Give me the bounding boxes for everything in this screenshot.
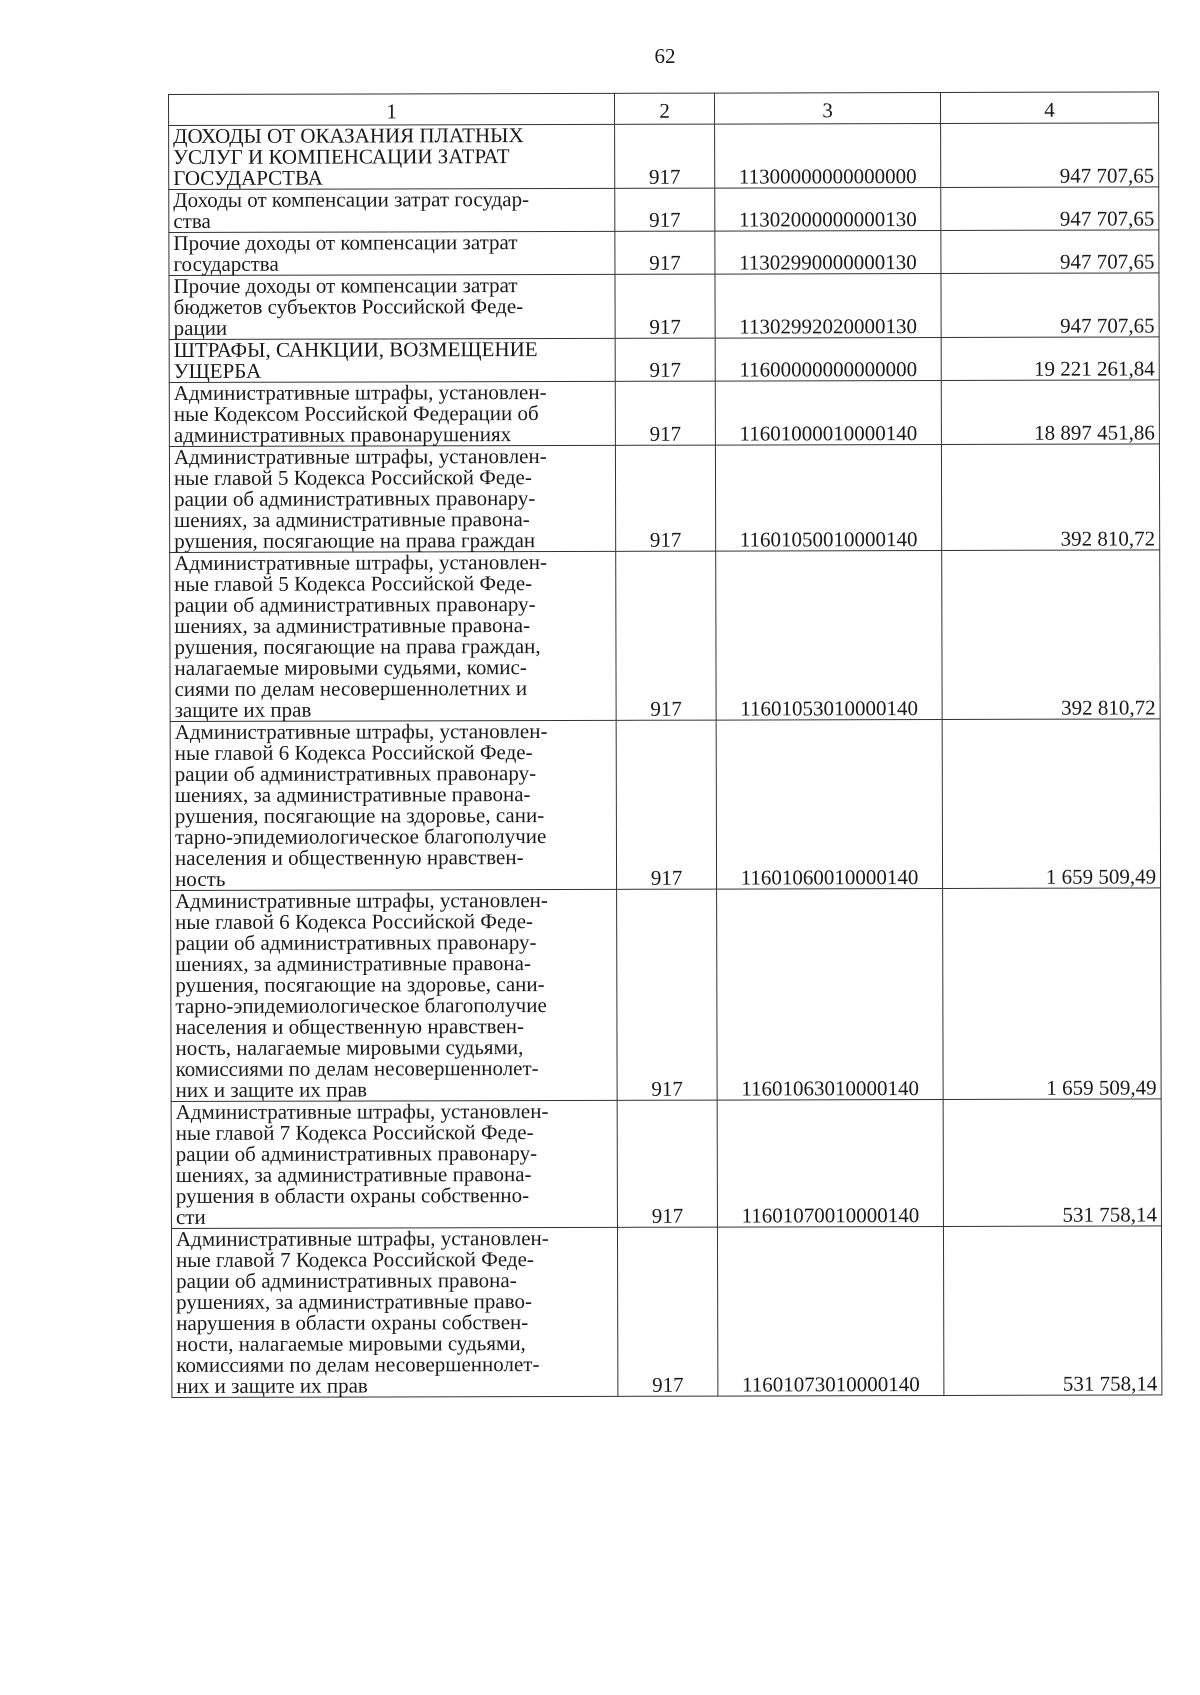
row-description: Административные штрафы, установлен- ные главой 5 Кодекса Российской Феде- рации об административных правонару- шениях, за административные правона- рушения, посягающие на права граждан: [169, 445, 615, 552]
row-admin-code: 917: [615, 231, 715, 274]
row-amount: 1 659 509,49: [942, 719, 1160, 889]
row-budget-code: 11601000010000140: [715, 380, 941, 445]
row-admin-code: 917: [615, 445, 715, 551]
row-budget-code: 11601063010000140: [717, 888, 944, 1100]
table-row: [171, 888, 1162, 1102]
row-description: Административные штрафы, установлен- ные главой 5 Кодекса Российской Феде- рации об административных правонару- шениях, за административные правона- рушения, посягающие на права граждан, налагаемые мировыми судьями, комис- сиями по делам несовершеннолетних и защите их прав: [170, 551, 616, 721]
row-admin-code: 917: [616, 551, 716, 720]
row-amount: 947 707,65: [941, 230, 1159, 274]
row-budget-code: 11300000000000000: [715, 123, 941, 188]
table-row: [169, 380, 1159, 447]
row-admin-code: 917: [615, 338, 715, 381]
row-description: ДОХОДЫ ОТ ОКАЗАНИЯ ПЛАТНЫХ УСЛУГ И КОМПЕНСАЦИИ ЗАТРАТ ГОСУДАРСТВА: [169, 124, 615, 189]
column-header: 4: [940, 92, 1158, 124]
row-description: Доходы от компенсации затрат государ- ства: [169, 188, 615, 232]
row-admin-code: 917: [615, 381, 715, 445]
column-header: 3: [714, 92, 940, 124]
column-header: 1: [169, 93, 615, 125]
row-admin-code: 917: [617, 1100, 717, 1227]
row-amount: 392 810,72: [941, 444, 1159, 551]
table-row: [169, 187, 1159, 233]
row-description: Прочие доходы от компенсации затрат государства: [169, 231, 615, 275]
row-description: Прочие доходы от компенсации затрат бюджетов субъектов Российской Феде- рации: [169, 274, 615, 339]
table-row: [169, 273, 1159, 340]
row-amount: 531 758,14: [943, 1226, 1161, 1396]
row-budget-code: 11601070010000140: [717, 1099, 943, 1227]
row-budget-code: 11302000000000130: [715, 187, 941, 231]
row-amount: 19 221 261,84: [941, 337, 1159, 381]
row-amount: 1 659 509,49: [943, 888, 1162, 1100]
row-admin-code: 917: [615, 188, 715, 231]
row-budget-code: 11601073010000140: [717, 1226, 943, 1396]
row-description: Административные штрафы, установлен- ные главой 7 Кодекса Российской Феде- рации об административных правона- рушениях, за административные право- нарушения в области охраны собствен- ности, налагаемые мировыми судьями, комиссиями по делам несовершеннолет- них и защите их прав: [171, 1227, 617, 1397]
row-amount: 947 707,65: [941, 123, 1159, 188]
row-budget-code: 11601050010000140: [715, 444, 941, 551]
row-amount: 392 810,72: [942, 550, 1160, 720]
row-description: Административные штрафы, установлен- ные главой 7 Кодекса Российской Феде- рации об административных правонару- шениях, за административные правона- рушения в области охраны собственно- сти: [171, 1100, 617, 1228]
row-admin-code: 917: [615, 274, 715, 338]
row-admin-code: 917: [617, 889, 718, 1100]
column-header: 2: [614, 93, 714, 124]
row-description: Административные штрафы, установлен- ные главой 6 Кодекса Российской Феде- рации об административных правонару- шениях, за административные правона- рушения, посягающие на здоровье, сани- тарно-эпидемиологическое благополучие населения и общественную нравствен- ность, налагаемые мировыми судьями, комиссиями по делам несовершеннолет- них и защите их прав: [171, 889, 618, 1101]
table-header-row: [169, 92, 1159, 126]
table-row: [169, 337, 1159, 383]
page-number: 62: [654, 44, 676, 68]
row-admin-code: 917: [616, 720, 716, 889]
row-description: ШТРАФЫ, САНКЦИИ, ВОЗМЕЩЕНИЕ УЩЕРБА: [169, 338, 615, 382]
row-amount: 947 707,65: [941, 187, 1159, 231]
row-budget-code: 11601060010000140: [716, 719, 942, 889]
row-amount: 531 758,14: [943, 1099, 1161, 1227]
row-amount: 18 897 451,86: [941, 380, 1159, 445]
table-row: [169, 444, 1159, 553]
row-description: Административные штрафы, установлен- ные Кодексом Российской Федерации об административных правонарушениях: [169, 381, 615, 446]
table-row: [170, 719, 1160, 891]
revenue-table: [168, 91, 1162, 1398]
table-row: [171, 1099, 1161, 1229]
table-row: [170, 550, 1160, 722]
table-row: [171, 1226, 1161, 1398]
table-row: [169, 123, 1159, 190]
row-budget-code: 11601053010000140: [716, 550, 942, 720]
table-row: [169, 230, 1159, 276]
row-budget-code: 11302992020000130: [715, 273, 941, 338]
row-budget-code: 11302990000000130: [715, 230, 941, 274]
row-description: Административные штрафы, установлен- ные главой 6 Кодекса Российской Феде- рации об административных правонару- шениях, за административные правона- рушения, посягающие на здоровье, сани- тарно-эпидемиологическое благополучие населения и общественную нравствен- ность: [170, 720, 616, 890]
row-amount: 947 707,65: [941, 273, 1159, 338]
row-budget-code: 11600000000000000: [715, 337, 941, 381]
row-admin-code: 917: [615, 124, 715, 188]
row-admin-code: 917: [617, 1227, 717, 1396]
